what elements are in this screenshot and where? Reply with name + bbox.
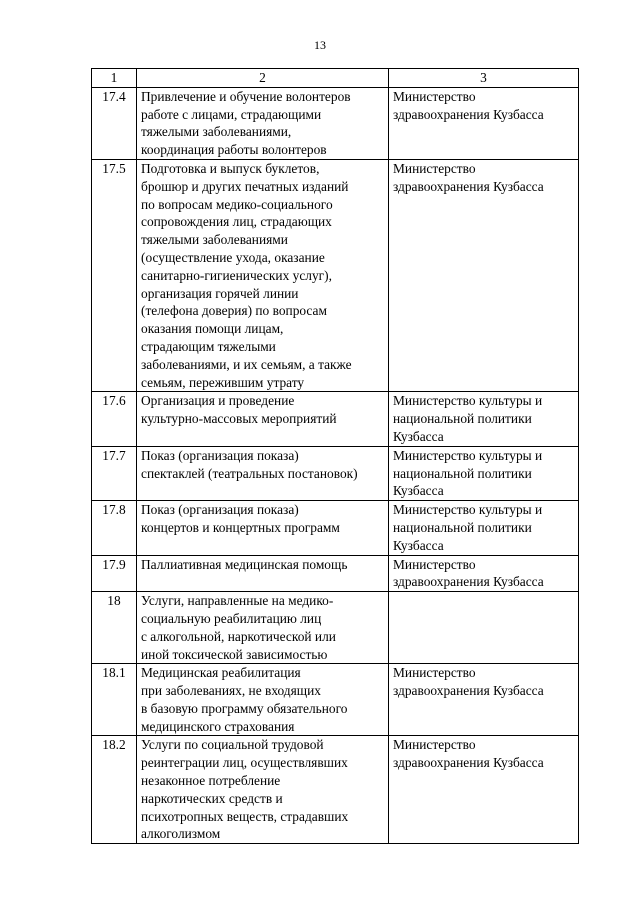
agency-line: здравоохранения Кузбасса: [393, 574, 544, 590]
service-line: наркотических средств и: [141, 790, 283, 806]
agency-line: здравоохранения Кузбасса: [393, 755, 544, 771]
service-line: страдающим тяжелыми: [141, 338, 276, 354]
service-line: Услуги, направленные на медико-: [141, 593, 334, 609]
agency-line: здравоохранения Кузбасса: [393, 178, 544, 194]
agency-line: Министерство: [393, 88, 476, 104]
page-number: 13: [314, 38, 326, 52]
agency-line: Министерство культуры и: [393, 393, 543, 409]
service-description: [137, 159, 389, 391]
responsible-agency: [389, 159, 579, 391]
table-row: [92, 501, 579, 555]
table-row: [92, 159, 579, 391]
service-line: медицинского страхования: [141, 718, 295, 734]
service-line: сопровождения лиц, страдающих: [141, 214, 332, 230]
service-line: тяжелыми заболеваниями,: [141, 124, 292, 140]
agency-line: здравоохранения Кузбасса: [393, 106, 544, 122]
table-row: [92, 736, 579, 844]
column-header-2: 2: [137, 69, 389, 88]
service-line: Показ (организация показа): [141, 447, 299, 463]
agency-line: национальной политики: [393, 465, 532, 481]
services-table: [91, 68, 579, 844]
column-header-1: 1: [92, 69, 137, 88]
service-line: культурно-массовых мероприятий: [141, 411, 337, 427]
service-line: алкоголизмом: [141, 826, 221, 842]
service-line: концертов и концертных программ: [141, 519, 340, 535]
column-header-3: 3: [389, 69, 579, 88]
service-line: Услуги по социальной трудовой: [141, 737, 324, 753]
service-line: Подготовка и выпуск буклетов,: [141, 160, 320, 176]
service-line: социальную реабилитацию лиц: [141, 610, 322, 626]
table-row: [92, 392, 579, 446]
service-line: психотропных веществ, страдавших: [141, 808, 349, 824]
service-line: тяжелыми заболеваниями: [141, 232, 288, 248]
row-number: 17.8: [92, 501, 137, 555]
service-line: с алкогольной, наркотической или: [141, 628, 336, 644]
service-line: Показ (организация показа): [141, 502, 299, 518]
service-line: незаконное потребление: [141, 773, 281, 789]
service-line: заболеваниями, и их семьям, а также: [141, 356, 352, 372]
service-description: [137, 392, 389, 446]
service-description: [137, 446, 389, 500]
row-number: 18.1: [92, 664, 137, 736]
service-line: при заболеваниях, не входящих: [141, 683, 321, 699]
service-line: организация горячей линии: [141, 285, 299, 301]
responsible-agency: [389, 392, 579, 446]
service-line: иной токсической зависимостью: [141, 646, 328, 662]
table-row: [92, 446, 579, 500]
responsible-agency: [389, 501, 579, 555]
service-line: по вопросам медико-социального: [141, 196, 333, 212]
agency-line: Кузбасса: [393, 483, 444, 499]
table-row: [92, 555, 579, 592]
service-line: (осуществление ухода, оказание: [141, 249, 325, 265]
service-line: семьям, пережившим утрату: [141, 374, 305, 390]
service-description: [137, 592, 389, 664]
table-row: [92, 592, 579, 664]
responsible-agency: [389, 446, 579, 500]
agency-line: Министерство: [393, 737, 476, 753]
agency-line: Министерство культуры и: [393, 502, 543, 518]
agency-line: национальной политики: [393, 519, 532, 535]
service-line: в базовую программу обязательного: [141, 700, 348, 716]
responsible-agency: [389, 87, 579, 159]
service-description: [137, 501, 389, 555]
service-line: Медицинская реабилитация: [141, 665, 301, 681]
row-number: 18.2: [92, 736, 137, 844]
service-line: (телефона доверия) по вопросам: [141, 303, 327, 319]
service-line: реинтеграции лиц, осуществлявших: [141, 755, 348, 771]
service-line: Паллиативная медицинская помощь: [141, 556, 348, 572]
agency-line: Министерство: [393, 665, 476, 681]
responsible-agency: [389, 664, 579, 736]
agency-line: Министерство культуры и: [393, 447, 543, 463]
agency-line: Кузбасса: [393, 428, 444, 444]
agency-line: Министерство: [393, 160, 476, 176]
row-number: 18: [92, 592, 137, 664]
service-description: [137, 664, 389, 736]
responsible-agency: [389, 555, 579, 592]
table-row: [92, 87, 579, 159]
row-number: 17.4: [92, 87, 137, 159]
agency-line: национальной политики: [393, 411, 532, 427]
service-line: координация работы волонтеров: [141, 142, 327, 158]
row-number: 17.6: [92, 392, 137, 446]
service-line: Привлечение и обучение волонтеров: [141, 88, 351, 104]
header-row: [92, 69, 579, 88]
service-line: Организация и проведение: [141, 393, 295, 409]
row-number: 17.9: [92, 555, 137, 592]
row-number: 17.5: [92, 159, 137, 391]
table-row: [92, 664, 579, 736]
service-line: оказания помощи лицам,: [141, 321, 284, 337]
service-line: санитарно-гигиенических услуг),: [141, 267, 332, 283]
agency-line: Кузбасса: [393, 537, 444, 553]
row-number: 17.7: [92, 446, 137, 500]
service-line: брошюр и других печатных изданий: [141, 178, 349, 194]
service-line: работе с лицами, страдающими: [141, 106, 322, 122]
service-description: [137, 555, 389, 592]
responsible-agency: [389, 736, 579, 844]
service-description: [137, 736, 389, 844]
responsible-agency: [389, 592, 579, 664]
agency-line: Министерство: [393, 556, 476, 572]
agency-line: здравоохранения Кузбасса: [393, 683, 544, 699]
service-description: [137, 87, 389, 159]
service-line: спектаклей (театральных постановок): [141, 465, 358, 481]
